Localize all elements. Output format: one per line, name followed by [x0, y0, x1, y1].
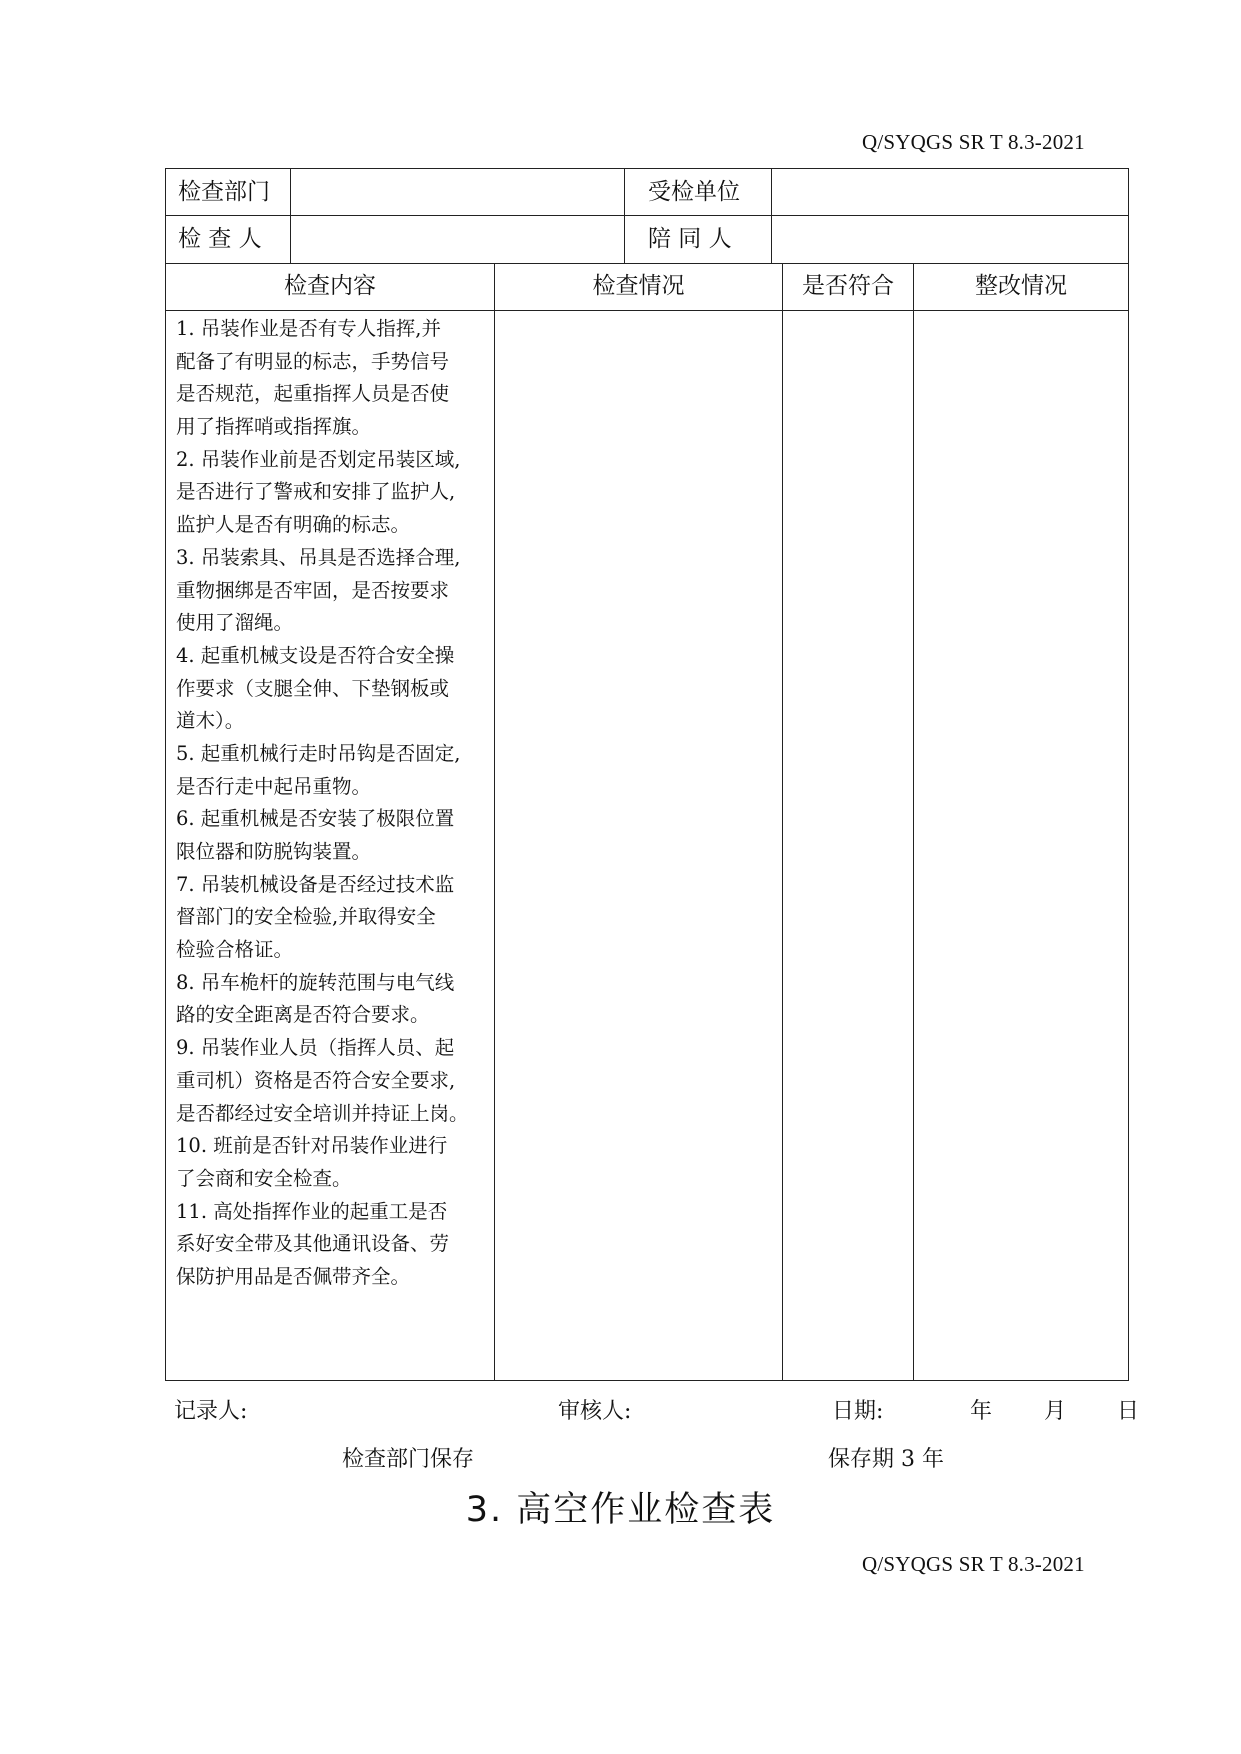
check-item-line: 保防护用品是否佩带齐全。 [176, 1264, 411, 1288]
column-header-rectification: 整改情况 [975, 273, 1067, 299]
check-item-line: 7. 吊装机械设备是否经过技术监 [176, 872, 455, 896]
next-section-title: 3. 高空作业检查表 [465, 1490, 776, 1530]
date-label: 日期: [832, 1399, 884, 1424]
check-item-line: 使用了溜绳。 [176, 611, 294, 635]
document-code: Q/SYQGS SR T 8.3-2021 [862, 130, 1085, 154]
document-code-bottom: Q/SYQGS SR T 8.3-2021 [862, 1552, 1085, 1576]
inspector-label: 检 查 人 [178, 226, 262, 252]
check-item-line: 4. 起重机械支设是否符合安全操 [176, 643, 455, 667]
check-item-line: 10. 班前是否针对吊装作业进行 [176, 1134, 448, 1158]
accompany-field[interactable] [773, 216, 1127, 262]
column-header-content: 检查内容 [284, 273, 376, 299]
column-header-compliance: 是否符合 [802, 273, 894, 299]
inspect-dept-field[interactable] [292, 169, 623, 215]
check-item-line: 5. 起重机械行走时吊钩是否固定, [176, 741, 461, 765]
column-header-situation: 检查情况 [592, 273, 685, 299]
check-item-line: 了会商和安全检查。 [176, 1166, 352, 1190]
check-item-line: 11. 高处指挥作业的起重工是否 [176, 1199, 448, 1223]
check-item-line: 8. 吊车桅杆的旋转范围与电气线 [176, 970, 455, 994]
check-item-line: 系好安全带及其他通讯设备、劳 [176, 1232, 450, 1256]
check-item-line: 重司机）资格是否符合安全要求, [176, 1068, 456, 1092]
accompany-label: 陪 同 人 [648, 226, 732, 252]
check-item-line: 配备了有明显的标志，手势信号 [176, 349, 450, 373]
check-item-line: 是否进行了警戒和安排了监护人, [176, 480, 456, 504]
check-item-line: 6. 起重机械是否安装了极限位置 [176, 807, 455, 831]
check-item-line: 2. 吊装作业前是否划定吊装区域, [176, 447, 461, 471]
check-items-list [176, 313, 496, 1294]
reviewer-label: 审核人: [558, 1399, 632, 1424]
retention-period-label: 保存期 3 年 [828, 1447, 944, 1472]
check-item-line: 9. 吊装作业人员（指挥人员、起 [176, 1036, 455, 1060]
check-item-line: 督部门的安全检验,并取得安全 [176, 905, 436, 929]
rectification-cell[interactable] [914, 311, 1127, 1379]
check-item-line: 道木）。 [176, 709, 245, 733]
check-item-line: 作要求（支腿全伸、下垫钢板或 [176, 676, 450, 700]
inspector-field[interactable] [292, 216, 623, 262]
compliance-cell[interactable] [783, 311, 912, 1379]
date-day-label: 日 [1117, 1399, 1140, 1424]
keeper-label: 检查部门保存 [342, 1447, 475, 1472]
check-item-line: 是否行走中起吊重物。 [176, 774, 372, 798]
check-item-line: 限位器和防脱钩装置。 [176, 840, 372, 863]
check-item-line: 用了指挥哨或指挥旗。 [176, 415, 372, 439]
inspect-dept-label: 检查部门 [178, 179, 270, 205]
recorder-label: 记录人: [174, 1399, 248, 1424]
check-item-line: 3. 吊装索具、吊具是否选择合理, [176, 545, 461, 569]
situation-cell[interactable] [495, 311, 781, 1379]
check-item-line: 重物捆绑是否牢固，是否按要求 [176, 578, 450, 602]
check-item-line: 检验合格证。 [176, 938, 294, 962]
check-item-line: 路的安全距离是否符合要求。 [176, 1003, 430, 1027]
date-year-label: 年 [970, 1399, 993, 1424]
check-item-line: 是否规范，起重指挥人员是否使 [176, 382, 450, 406]
date-month-label: 月 [1044, 1399, 1067, 1424]
check-item-line: 监护人是否有明确的标志。 [176, 513, 411, 537]
check-item-line: 1. 吊装作业是否有专人指挥,并 [176, 317, 442, 340]
check-item-line: 是否都经过安全培训并持证上岗。 [176, 1101, 469, 1125]
inspected-unit-field[interactable] [773, 169, 1127, 215]
inspected-unit-label: 受检单位 [648, 179, 740, 205]
